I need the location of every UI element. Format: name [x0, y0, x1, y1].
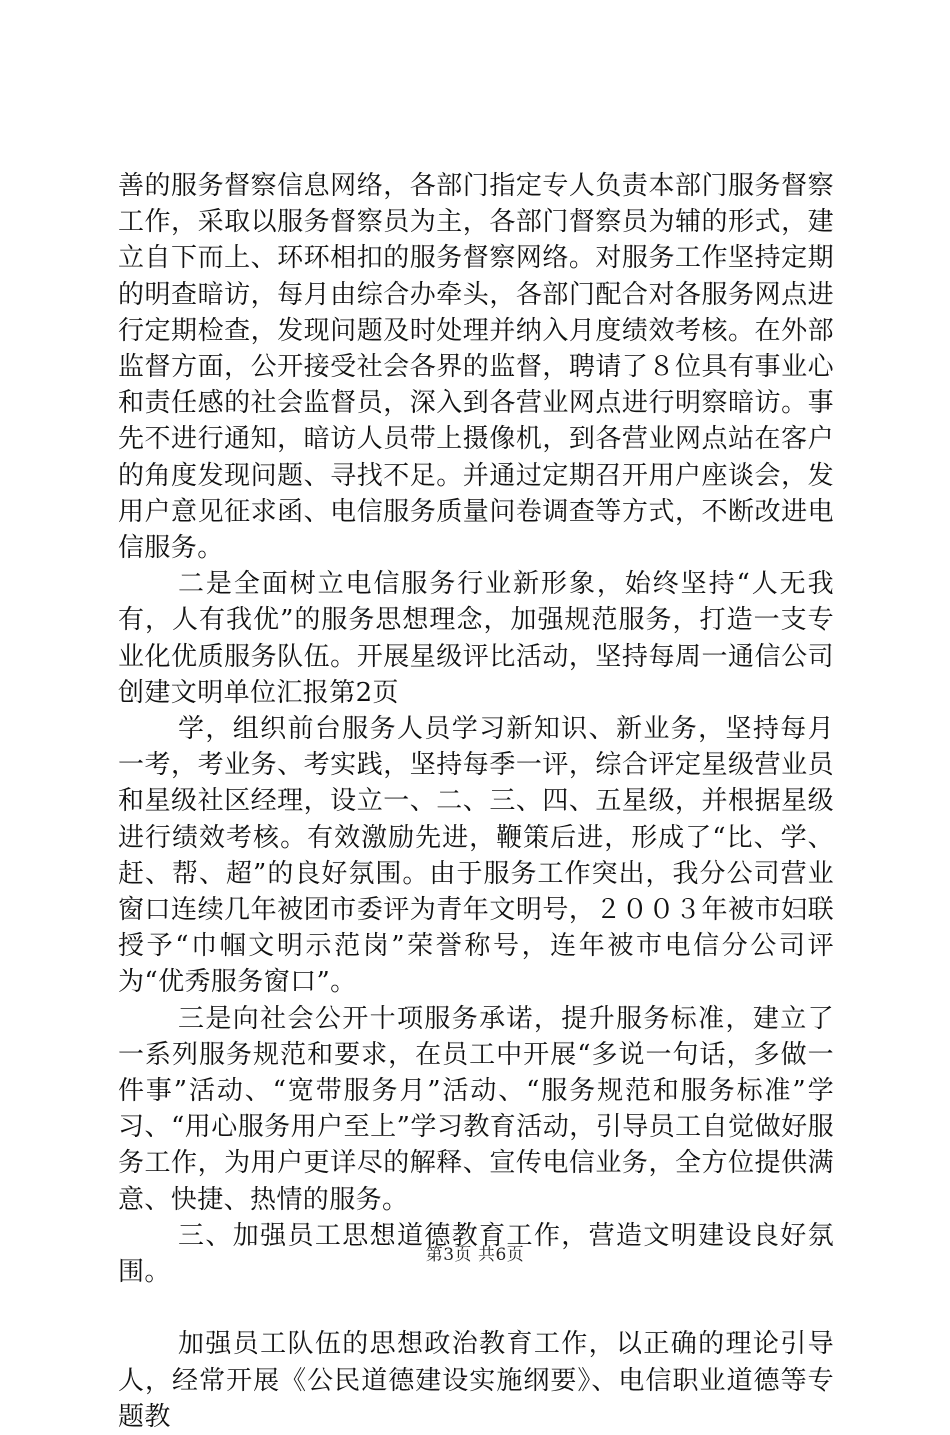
paragraph-star-rating: 学，组织前台服务人员学习新知识、新业务，坚持每月一考，考业务、考实践，坚持每季一评，综合评定星级营业员和星级社区经理，设立一、二、三、四、五星级，并根据星级进行绩效考核。有效激励先进，鞭策后进，形成了“比、学、赶、帮、超”的良好氛围。由于服务工作突出，我分公司营业窗口连续几年被团市委评为青年文明号，２００３年被市妇联授予“巾帼文明示范岗”荣誉称号，连年被市电信分公司评为“优秀服务窗口”。	[118, 714, 834, 998]
page-number-footer: 第3页 共6页	[425, 1245, 525, 1265]
paragraph-political-education: 加强员工队伍的思想政治教育工作，以正确的理论引导人，经常开展《公民道德建设实施纲要》、电信职业道德等专题教	[118, 1329, 834, 1432]
section-heading-moral-education: 三、加强员工思想道德教育工作，营造文明建设良好氛围。	[118, 1220, 834, 1288]
paragraph-service-image: 二是全面树立电信服务行业新形象，始终坚持“人无我有，人有我优”的服务思想理念，加强规范服务，打造一支专业化优质服务队伍。开展星级评比活动，坚持每周一通信公司创建文明单位汇报第2页	[118, 569, 834, 708]
paragraph-gap	[118, 1290, 834, 1326]
paragraph-service-commitment: 三是向社会公开十项服务承诺，提升服务标准，建立了一系列服务规范和要求，在员工中开展“多说一句话，多做一件事”活动、“宽带服务月”活动、“服务规范和服务标准”学习、“用心服务用户至上”学习教育活动，引导员工自觉做好服务工作，为用户更详尽的解释、宣传电信业务，全方位提供满意、快捷、热情的服务。	[118, 1003, 834, 1215]
paragraph-supervision-network: 善的服务督察信息网络，各部门指定专人负责本部门服务督察工作，采取以服务督察员为主，各部门督察员为辅的形式，建立自下而上、环环相扣的服务督察网络。对服务工作坚持定期的明查暗访，每月由综合办牵头，各部门配合对各服务网点进行定期检查，发现问题及时处理并纳入月度绩效考核。在外部监督方面，公开接受社会各界的监督，聘请了８位具有事业心和责任感的社会监督员，深入到各营业网点进行明察暗访。事先不进行通知，暗访人员带上摄像机，到各营业网点站在客户的角度发现问题、寻找不足。并通过定期召开用户座谈会，发用户意见征求函、电信服务质量问卷调查等方式，不断改进电信服务。	[118, 171, 834, 564]
